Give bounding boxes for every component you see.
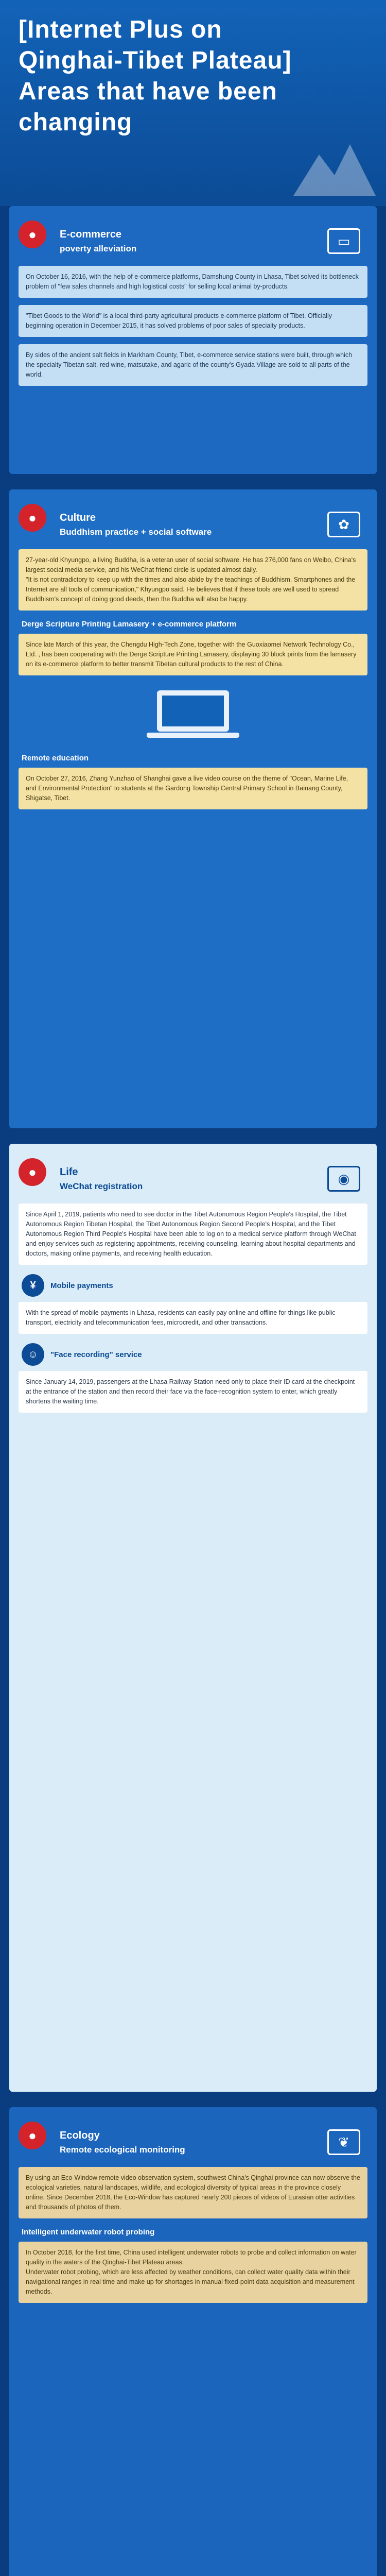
section-title: E-commerce xyxy=(60,228,122,240)
section-badge: ● xyxy=(19,221,46,248)
section-life xyxy=(9,1144,377,2092)
lotus-icon: ✿ xyxy=(327,512,360,537)
text-card: "Tibet Goods to the World" is a local third-party agricultural products e-commerce platform of Tibet. Officially beginning operation in December 2015, it has solved problems of poor sales of specialty products. xyxy=(19,305,367,337)
text-card: With the spread of mobile payments in Lhasa, residents can easily pay online and offline for things like public transport, electricity and telecommunication fees, microcredit, and other transactions. xyxy=(19,1302,367,1334)
subsection-title xyxy=(22,1343,367,1366)
subsection-title xyxy=(22,1274,367,1297)
subsection-title: Intelligent underwater robot probing xyxy=(22,2228,155,2236)
text-card: Since January 14, 2019, passengers at the Lhasa Railway Station need only to place their ID card at the checkpoint at the entrance of the station and then record their face via the face-recognition system to enter, which greatly shortens the waiting time. xyxy=(19,1371,367,1413)
text-card: On October 16, 2016, with the help of e-commerce platforms, Damshung County in Lhasa, Tibet solved its bottleneck problem of "few sales channels and high logistical costs" for selling local animal by-products. xyxy=(19,266,367,298)
section-header xyxy=(19,216,367,266)
section-culture xyxy=(9,489,377,1128)
section-subtitle: WeChat registration xyxy=(60,1181,143,1191)
section-badge: ● xyxy=(19,504,46,532)
leaf-icon: ❦ xyxy=(327,2129,360,2155)
section-header xyxy=(19,500,367,549)
subsection-title: Derge Scripture Printing Lamasery + e-commerce platform xyxy=(22,620,237,629)
text-card: Since late March of this year, the Chengdu High-Tech Zone, together with the Guoxiaomei Network Technology Co., Ltd. , has been cooperating with the Derge Scripture Printing Lamasery, displaying 30 block prints from the lamasery on its e-commerce platform to better transmit Tibetan cultural products to the rest of China. xyxy=(19,634,367,675)
laptop-icon: ▭ xyxy=(327,228,360,254)
subsection-title-text: Mobile payments xyxy=(50,1281,113,1290)
section-title: Life xyxy=(60,1166,78,1178)
text-card: In October 2018, for the first time, China used intelligent underwater robots to probe and collect information on water quality in the waters of the Qinghai-Tibet Plateau areas. Underwater robot probing, which are less affected by weather conditions, can collect water quality data within their navigational ranges in real time and make up for shortages in manual fixed-point data acquisition and measurement methods. xyxy=(19,2242,367,2303)
laptop-illustration xyxy=(19,683,367,744)
text-card: On October 27, 2016, Zhang Yunzhao of Shanghai gave a live video course on the theme of "Ocean, Marine Life, and Environmental Protection" to students at the Gardong Township Central Primary School in Bainang County, Shigatse, Tibet. xyxy=(19,768,367,809)
subsection-title: Remote education xyxy=(22,754,89,762)
section-title: Ecology xyxy=(60,2129,100,2141)
page-title: [Internet Plus on Qinghai-Tibet Plateau] Areas that have been changing xyxy=(19,16,292,136)
section-subtitle: Buddhism practice + social software xyxy=(60,527,212,537)
section-badge: ● xyxy=(19,1158,46,1186)
header-banner xyxy=(0,0,386,206)
text-card: By sides of the ancient salt fields in Markham County, Tibet, e-commerce service stations were built, through which the specialty Tibetan salt, red wine, matsutake, and agaric of the county's Gyada Village are sold to all parts of the world. xyxy=(19,344,367,386)
section-subtitle: Remote ecological monitoring xyxy=(60,2144,185,2155)
wechat-icon: ◉ xyxy=(327,1166,360,1192)
section-badge: ● xyxy=(19,2122,46,2149)
section-title: Culture xyxy=(60,512,96,523)
subsection-title-text: "Face recording" service xyxy=(50,1350,142,1359)
mobile-payment-icon: ¥ xyxy=(22,1274,44,1297)
section-ecommerce xyxy=(9,206,377,474)
text-card: By using an Eco-Window remote video observation system, southwest China's Qinghai province can now observe the ecological varieties, natural landscapes, wildlife, and ecological diversity of typical areas in the province closely online. Since December 2018, the Eco-Window has captured nearly 200 pieces of videos of Eurasian otter activities and thousands of photos of them. xyxy=(19,2167,367,2218)
section-header xyxy=(19,2117,367,2167)
section-subtitle: poverty alleviation xyxy=(60,243,137,253)
section-ecology xyxy=(9,2107,377,2576)
face-scan-icon: ☺ xyxy=(22,1343,44,1366)
text-card: 27-year-old Khyungpo, a living Buddha, is a veteran user of social software. He has 276,000 fans on Weibo, China's largest social media service, and his WeChat friend circle is updated almost daily. "It is not contradictory to keep up with the times and also abide by the teachings of Buddhism. Smartphones and the Internet are all tools of communication," Khyungpo said. He believes that if these tools are well used to spread Buddhism's concept of doing good deeds, then the Buddha will also be happy. xyxy=(19,549,367,611)
section-header xyxy=(19,1154,367,1204)
text-card: Since April 1, 2019, patients who need to see doctor in the Tibet Autonomous Region People's Hospital, the Tibet Autonomous Region Tibetan Hospital, the Tibet Autonomous Region Second People's Hospital, and the Tibet Autonomous Region Third People's Hospital have been able to log on to a medical service platform through WeChat and enjoy services such as registering appointments, receiving counseling, learning about hospital departments and doctors, making online payments, and receiving health education. xyxy=(19,1204,367,1265)
mountain-illustration xyxy=(293,134,376,196)
